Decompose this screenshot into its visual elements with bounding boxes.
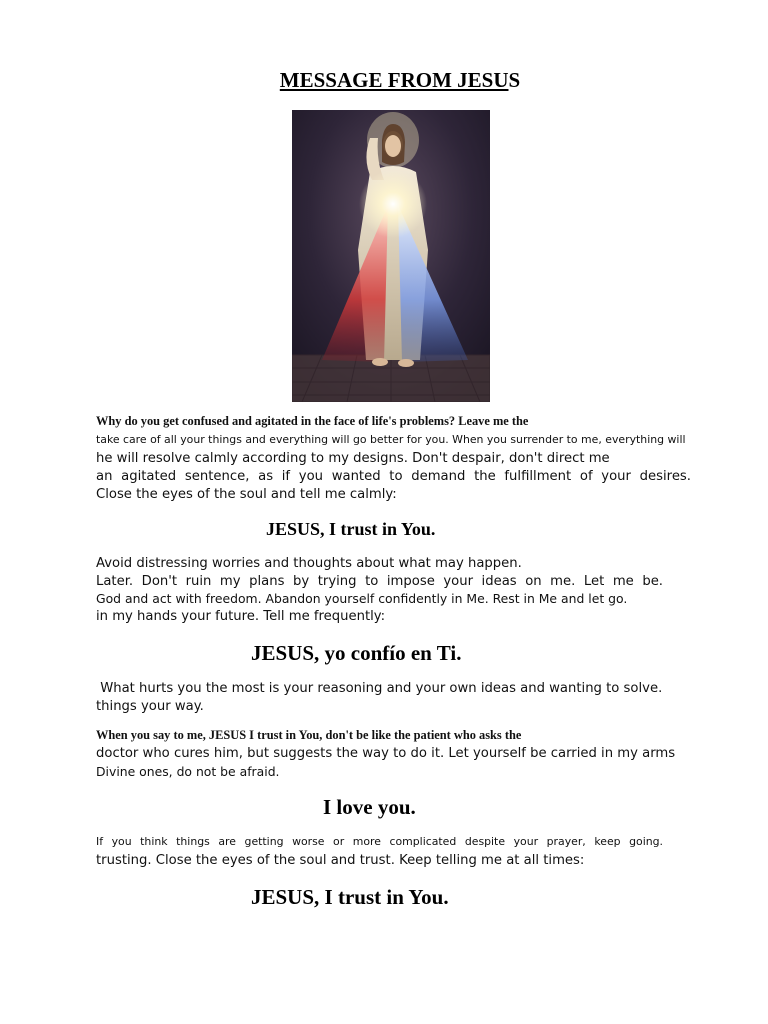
paragraph-1-line-3: he will resolve calmly according to my designs. Don't despair, don't direct me <box>96 451 610 466</box>
page-title-rest: S <box>508 68 521 92</box>
paragraph-5-line-2: trusting. Close the eyes of the soul and trust. Keep telling me at all times: <box>96 853 585 868</box>
paragraph-2-line-3: God and act with freedom. Abandon yourself confidently in Me. Rest in Me and let go. <box>96 591 628 606</box>
page-title-underlined: MESSAGE FROM JESU <box>279 68 509 92</box>
paragraph-1-line-2: take care of all your things and everything will go better for you. When you surrender to me, everything will <box>96 433 686 446</box>
paragraph-1-line-4: an agitated sentence, as if you wanted to demand the fulfillment of your desires. <box>96 469 691 484</box>
heading-trust-1: JESUS, I trust in You. <box>266 519 436 539</box>
paragraph-4-line-2: doctor who cures him, but suggests the way to do it. Let yourself be carried in my arms <box>96 746 676 761</box>
divine-mercy-image <box>292 110 490 402</box>
paragraph-2-line-2: Later. Don't ruin my plans by trying to impose your ideas on me. Let me be. <box>96 574 663 589</box>
paragraph-1-line-1: Why do you get confused and agitated in the face of life's problems? Leave me the <box>96 414 529 428</box>
heading-love: I love you. <box>323 795 416 819</box>
heading-trust-2: JESUS, I trust in You. <box>251 885 449 909</box>
paragraph-5-line-1: If you think things are getting worse or more complicated despite your prayer, keep going. <box>96 835 663 848</box>
paragraph-2-line-1: Avoid distressing worries and thoughts about what may happen. <box>96 556 522 571</box>
page-title <box>0 68 768 93</box>
paragraph-1-line-5: Close the eyes of the soul and tell me calmly: <box>96 487 397 502</box>
paragraph-4-line-3: Divine ones, do not be afraid. <box>96 764 280 779</box>
heading-trust-spanish: JESUS, yo confío en Ti. <box>251 641 462 665</box>
paragraph-2-line-4: in my hands your future. Tell me frequently: <box>96 609 386 624</box>
paragraph-3-line-1: What hurts you the most is your reasoning and your own ideas and wanting to solve. <box>96 681 663 696</box>
paragraph-4-line-1: When you say to me, JESUS I trust in You, don't be like the patient who asks the <box>96 728 522 742</box>
paragraph-3-line-2: things your way. <box>96 699 204 714</box>
divine-mercy-illustration <box>292 110 490 402</box>
